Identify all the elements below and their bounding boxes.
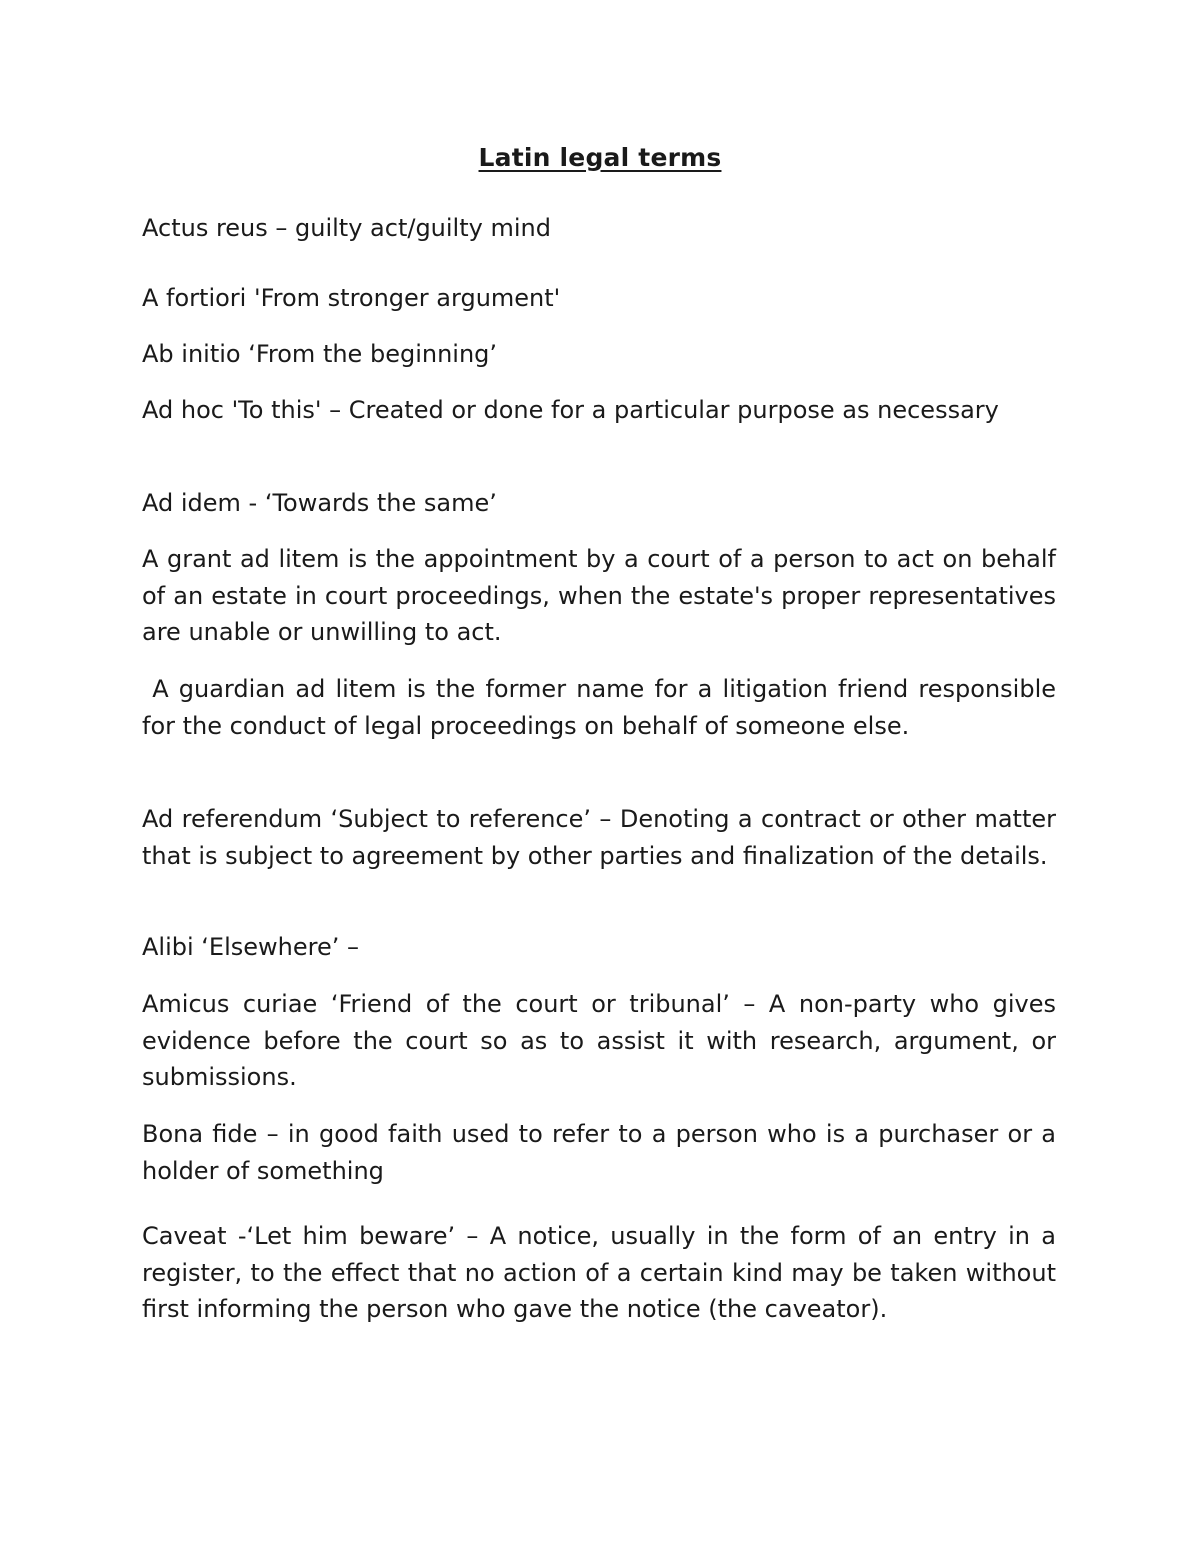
entry-actus-reus: Actus reus – guilty act/guilty mind bbox=[142, 214, 551, 242]
document-title: Latin legal terms bbox=[478, 143, 722, 172]
entry-caveat: Caveat -‘Let him beware’ – A notice, usually in the form of an entry in a register, to the effect that no action of a certain kind may be taken without first informing the person who gave the notice (the caveator). bbox=[142, 1222, 1056, 1324]
entry-alibi: Alibi ‘Elsewhere’ – bbox=[142, 933, 359, 961]
entry-ad-hoc: Ad hoc 'To this' – Created or done for a particular purpose as necessary bbox=[142, 396, 999, 424]
entry-bona-fide: Bona fide – in good faith used to refer to a person who is a purchaser or a holder of something bbox=[142, 1120, 1056, 1185]
entry-a-fortiori: A fortiori 'From stronger argument' bbox=[142, 284, 561, 312]
entry-guardian-ad-litem: A guardian ad litem is the former name for a litigation friend responsible for the conduct of legal proceedings on behalf of someone else. bbox=[142, 675, 1064, 740]
entry-amicus-curiae: Amicus curiae ‘Friend of the court or tribunal’ – A non-party who gives evidence before the court so as to assist it with research, argument, or submissions. bbox=[142, 990, 1056, 1092]
entry-ab-initio: Ab initio ‘From the beginning’ bbox=[142, 340, 498, 368]
entry-ad-idem: Ad idem - ‘Towards the same’ bbox=[142, 489, 497, 517]
entry-grant-ad-litem: A grant ad litem is the appointment by a court of a person to act on behalf of an estate in court proceedings, when the estate's proper representatives are unable or unwilling to act. bbox=[142, 545, 1056, 647]
entry-ad-referendum: Ad referendum ‘Subject to reference’ – Denoting a contract or other matter that is subject to agreement by other parties and finalization of the details. bbox=[142, 805, 1056, 870]
